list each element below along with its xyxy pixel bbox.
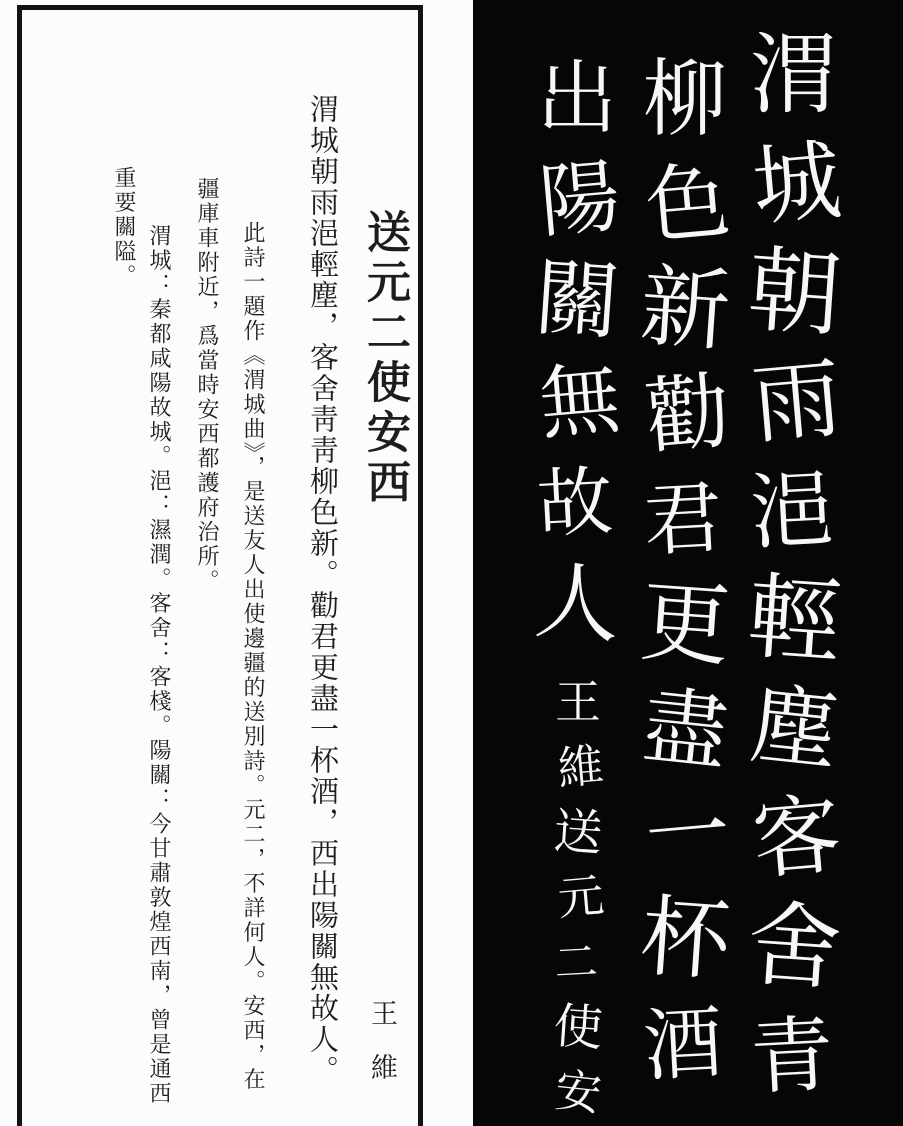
annotation-column-2: 疆庫車附近，爲當時安西都護府治所。 xyxy=(195,177,220,594)
calligraphy-column-3: 出 陽 關 無 故 人 xyxy=(531,56,624,655)
poem-text: 渭城朝雨浥輕塵，客舍靑靑柳色新。勸君更盡一杯酒，西出陽關無故人。 xyxy=(306,94,338,1086)
calligraphy-signature: 王 維 送 元 二 使 安 xyxy=(551,677,606,1121)
poem-author: 王維 xyxy=(367,999,397,1107)
calligraphy-column-2: 柳 色 新 勸 君 更 盡 一 杯 酒 xyxy=(637,54,734,1092)
annotation-column-3: 渭城：秦都咸陽故城。浥：濕潤。客舍：客棧。陽關：今甘肅敦煌西南，曾是通西 xyxy=(147,224,172,1106)
poem-title: 送元二使安西 xyxy=(360,209,409,509)
annotation-column-1: 此詩一題作《渭城曲》，是送友人出使邊疆的送別詩。元二，不詳何人。安西，在 xyxy=(241,221,266,1092)
annotation-column-4: 重要關隘。 xyxy=(112,166,137,289)
calligraphy-panel xyxy=(473,0,903,1126)
calligraphy-column-1: 渭 城 朝 雨 浥 輕 塵 客 舍 青 xyxy=(744,28,845,1106)
